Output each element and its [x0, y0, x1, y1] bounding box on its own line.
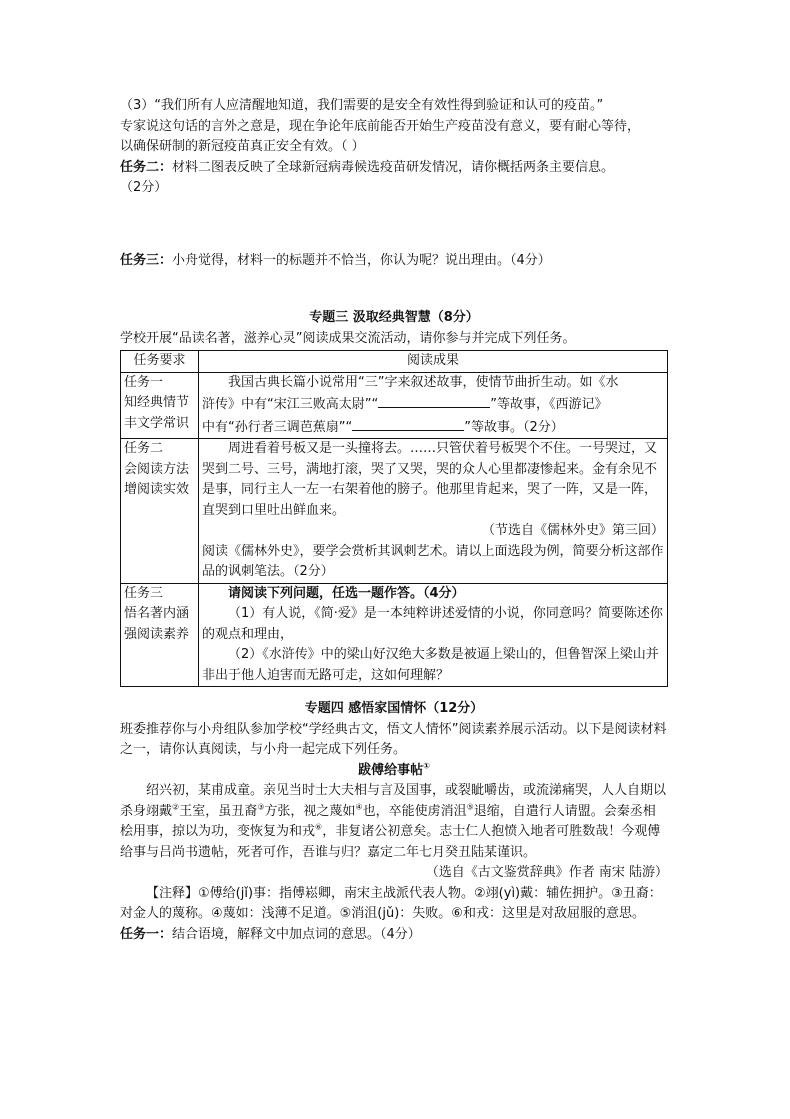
- essay-body: 绍兴初，某甫成童。亲见当时士大夫相与言及国事，或裂眦嚼齿，或流涕痛哭，人人自期以杀身翊戴②王室，虽丑裔③方张，视之蔑如④也，卒能使虏消沮⑤退缩，自遣行人请盟。会秦丞相桧用事，掠以为功，变恢复为和戎⑥，非复诸公初意矣。志士仁人抱愤入地者可胜数哉！今观傅给事与吕尚书遗帖，死者可作，吾谁与归？嘉定二年七月癸丑陆某谨识。: [120, 783, 667, 860]
- task2-result: [199, 439, 668, 584]
- task3-result: 请阅读下列问题，任选一题作答。（4分） （1）有人说，《简·爱》是一本纯粹讲述爱情的小说，你同意吗？简要陈述你的观点和理由， （2）《水浒传》中的梁山好汉绝大多数是被逼上梁山的，但鲁智深上梁山并非出于他人迫害而无路可走，这如何理解？: [199, 583, 668, 687]
- section3-title: 专题三 汲取经典智慧（8分）: [309, 310, 479, 325]
- answer-blank-2[interactable]: [352, 416, 464, 431]
- task1-requirement: 任务一 知经典情节 丰文学常识: [121, 372, 199, 439]
- rulin-source: （节选自《儒林外史》第三回）: [481, 523, 664, 538]
- rulin-question: 阅读《儒林外史》，要学会赏析其讽刺艺术。请以上面选段为例，简要分析这部作品的讽刺笔法。（2分）: [202, 543, 664, 579]
- section-gap: [120, 687, 668, 699]
- header-reading-result: 阅读成果: [199, 351, 668, 373]
- task3-label: 任务三：: [120, 252, 173, 268]
- answer-space: [120, 199, 668, 251]
- document-page: [120, 96, 668, 945]
- table-row: [121, 372, 668, 439]
- q3-line2: 专家说这句话的言外之意是，现在争论年底前能否开始生产疫苗没有意义，要有耐心等待，: [120, 118, 641, 134]
- answer-blank-1[interactable]: [378, 393, 490, 408]
- task1-result: 我国古典长篇小说常用“三”字来叙述故事，使情节曲折生动。如《水 浒传》中有“宋江三败高太尉”“ ”等故事，《西游记》 中有“孙行者三调芭蕉扇”“ ”等故事。（2分）: [199, 372, 668, 439]
- task3-text: 小舟觉得，材料一的标题并不恰当，你认为呢？说出理由。（4分）: [172, 252, 551, 268]
- task2-label: 任务二：: [120, 159, 173, 175]
- table-header-row: [121, 351, 668, 373]
- essay-notes: 【注释】①傅给(jǐ)事：指傅崧卿，南宋主战派代表人物。②翊(yì)戴：辅佐拥护。③丑裔：对金人的蔑称。④蔑如：浅薄不足道。⑤消沮(jǔ)：失败。⑥和戎：这里是对敌屈服的意思。: [120, 885, 662, 921]
- section4-title: 专题四 感悟家国情怀（12分）: [304, 701, 484, 716]
- task2-requirement: 任务二 会阅读方法 增阅读实效: [121, 439, 199, 584]
- section-gap: [120, 271, 668, 308]
- task2-score: （2分）: [120, 180, 168, 195]
- header-task-requirement: 任务要求: [121, 351, 199, 373]
- q3-line1: （3）“我们所有人应清醒地知道，我们需要的是安全有效性得到验证和认可的疫苗。”: [120, 98, 604, 113]
- table-row: [121, 583, 668, 687]
- section3-intro: 学校开展“品读名著，滋养心灵”阅读成果交流活动，请你参与并完成下列任务。: [120, 330, 576, 346]
- reading-tasks-table: [120, 350, 668, 687]
- table-row: [121, 439, 668, 584]
- essay-source: （选自《古文鉴赏辞典》作者 南宋 陆游）: [425, 865, 668, 880]
- task3-requirement: 任务三 悟名著内涵 强阅读素养: [121, 583, 199, 687]
- rulin-passage: 周进看着号板又是一头撞将去。……只管伏着号板哭个不住。一号哭过，又哭到二号、三号，满地打滚，哭了又哭，哭的众人心里都凄惨起来。金有余见不是事，同行主人一左一右架着他的膀子。他那里肯起来，哭了一阵，又是一阵，直哭到口里吐出鲜血来。: [202, 441, 658, 518]
- task2-prompt: [120, 158, 668, 179]
- task2-text: 材料二图表反映了全球新冠病毒候选疫苗研发情况，请你概括两条主要信息。: [172, 159, 615, 175]
- q3-line3: 以确保研制的新冠疫苗真正安全有效。（ ）: [120, 139, 365, 154]
- section4-intro: 班委推荐你与小舟组队参加学校“学经典古文，悟文人情怀”阅读素养展示活动。以下是阅读材料之一，请你认真阅读，与小舟一起完成下列任务。: [120, 721, 667, 757]
- essay-title: 跋傅给事帖①: [358, 761, 430, 778]
- task3-prompt: [120, 251, 668, 272]
- section4-task1: 任务一：结合语境，解释文中加点词的意思。（4分）: [120, 926, 421, 942]
